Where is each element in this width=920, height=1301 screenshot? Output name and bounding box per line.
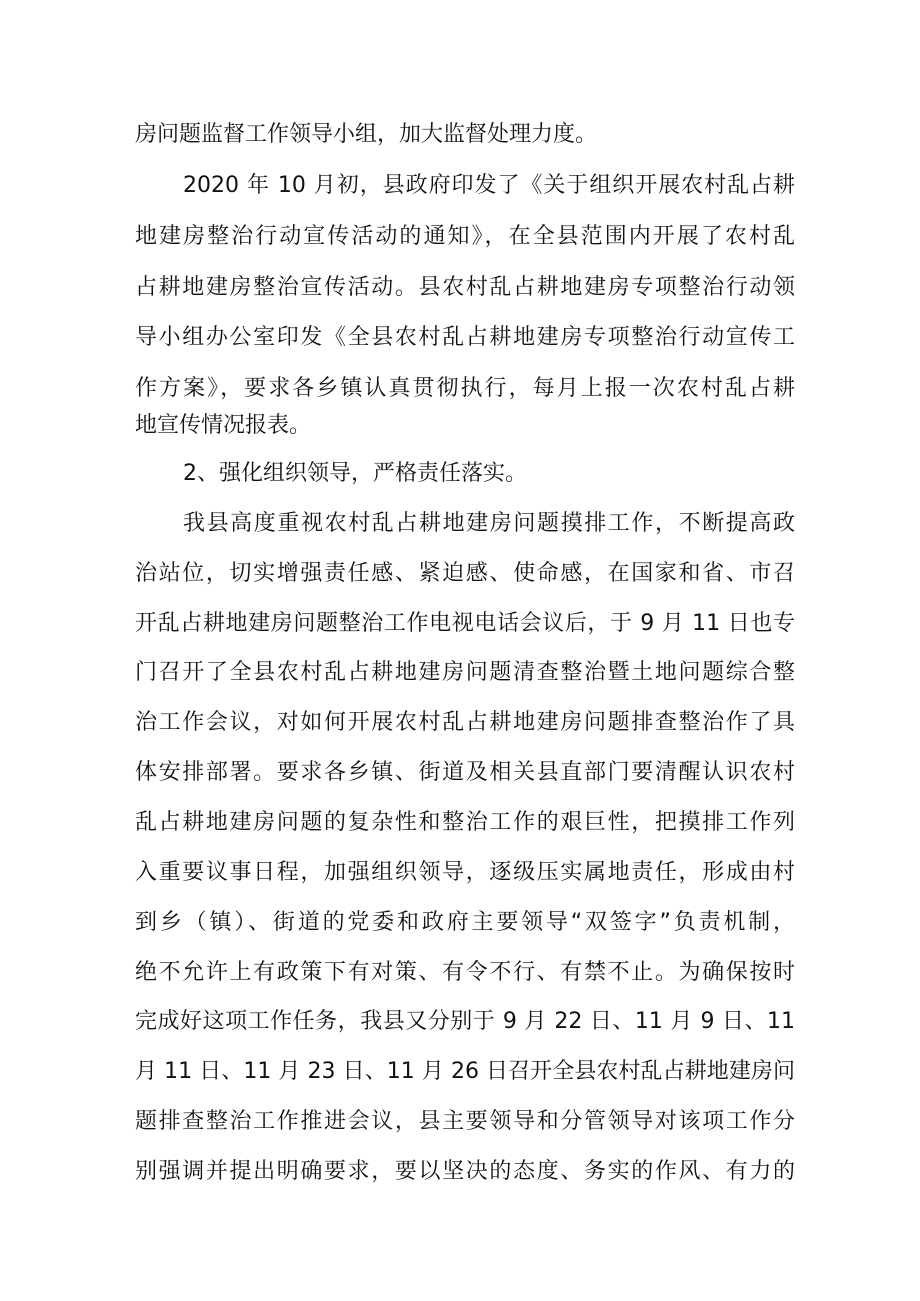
text-line-15: 乱占耕地建房问题的复杂性和整治工作的艰巨性，把摸排工作列 xyxy=(135,810,795,835)
text-line-12: 门召开了全县农村乱占耕地建房问题清查整治暨土地问题综合整 xyxy=(135,660,795,685)
text-line-4: 占耕地建房整治宣传活动。县农村乱占耕地建房专项整治行动领 xyxy=(135,275,795,300)
text-line-14: 体安排部署。要求各乡镇、街道及相关县直部门要清醒认识农村 xyxy=(135,760,795,785)
text-line-19: 完成好这项工作任务，我县又分别于 9 月 22 日、11 月 9 日、11 xyxy=(135,1009,795,1034)
text-line-6: 作方案》，要求各乡镇认真贯彻执行，每月上报一次农村乱占耕 xyxy=(135,376,795,401)
text-line-21: 题排查整治工作推进会议，县主要领导和分管领导对该项工作分 xyxy=(135,1109,795,1134)
text-line-22: 别强调并提出明确要求，要以坚决的态度、务实的作风、有力的 xyxy=(135,1159,795,1184)
text-line-11: 开乱占耕地建房问题整治工作电视电话会议后，于 9 月 11 日也专 xyxy=(135,611,795,636)
text-line-17: 到乡（镇）、街道的党委和政府主要领导“双签字”负责机制， xyxy=(135,910,795,935)
text-line-13: 治工作会议，对如何开展农村乱占耕地建房问题排查整治作了具 xyxy=(135,710,795,735)
text-line-9: 我县高度重视农村乱占耕地建房问题摸排工作，不断提高政 xyxy=(183,511,795,536)
text-line-18: 绝不允许上有政策下有对策、有令不行、有禁不止。为确保按时 xyxy=(135,960,795,985)
section-heading: 2、强化组织领导，严格责任落实。 xyxy=(183,461,527,486)
text-line-7: 地宣传情况报表。 xyxy=(135,413,312,438)
text-line-10: 治站位，切实增强责任感、紧迫感、使命感，在国家和省、市召 xyxy=(135,561,795,586)
text-line-16: 入重要议事日程，加强组织领导，逐级压实属地责任，形成由村 xyxy=(135,860,795,885)
text-line-20: 月 11 日、11 月 23 日、11 月 26 日召开全县农村乱占耕地建房问 xyxy=(135,1059,795,1084)
text-line-2: 2020 年 10 月初，县政府印发了《关于组织开展农村乱占耕 xyxy=(183,173,795,198)
text-line-3: 地建房整治行动宣传活动的通知》，在全县范围内开展了农村乱 xyxy=(135,224,795,249)
text-line-1: 房问题监督工作领导小组，加大监督处理力度。 xyxy=(135,122,598,147)
text-line-5: 导小组办公室印发《全县农村乱占耕地建房专项整治行动宣传工 xyxy=(135,325,795,350)
